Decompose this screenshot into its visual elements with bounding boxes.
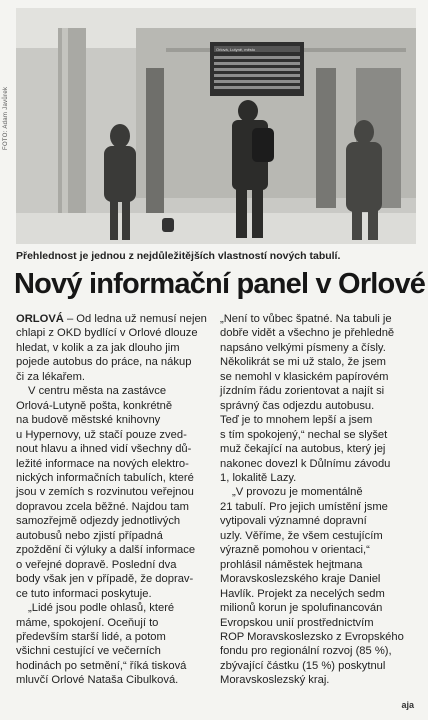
text-line: ORLOVÁ – Od ledna už nemusí nejen xyxy=(16,313,207,325)
paragraph xyxy=(220,312,410,485)
text-line: u Hypernovy, už stačí pouze zved- xyxy=(16,428,187,441)
text-line: „Není to vůbec špatné. Na tabuli je xyxy=(220,313,392,325)
text-line: 1, lokalitě Lazy. xyxy=(220,471,297,484)
text-line: Teď je to mnohem lepší a jsem xyxy=(220,414,373,427)
text-line: či za lékařem. xyxy=(16,370,86,383)
text-line: dopravou zcela běžné. Najdou tam xyxy=(16,500,189,513)
text-line: V centru města na zastávce xyxy=(28,385,167,398)
text-line: správný čas odjezdu autobusu. xyxy=(220,399,375,412)
text-line: milionů korun je spolufinancován xyxy=(220,602,383,615)
text-line: samozřejmě odjezdy jednotlivých xyxy=(16,515,181,528)
text-line: nických informačních tabulích, které xyxy=(16,471,194,484)
text-line: Moravskoslezský kraj. xyxy=(220,674,330,687)
text-line: máme, spokojení. Oceňují to xyxy=(16,616,159,629)
author-signature: aja xyxy=(401,700,414,710)
text-line: především starší lidé, a potom xyxy=(16,630,166,643)
article-headline: Nový informační panel v Orlové xyxy=(14,268,426,300)
paragraph xyxy=(220,485,410,687)
text-line: vytipovali významné dopravní xyxy=(220,515,367,528)
text-line: „Lidé jsou podle ohlasů, které xyxy=(28,602,175,615)
dateline: ORLOVÁ xyxy=(16,313,64,325)
text-line: jsou v zemích s rozvinutou veřejnou xyxy=(16,486,194,499)
text-line: ce tuto informaci poskytuje. xyxy=(16,587,152,600)
text-line: se nemohl v klasickém papírovém xyxy=(220,370,389,383)
photo-credit: FOTO: Adam Javůrek xyxy=(3,86,9,150)
text-line: body však jen v případě, že doprav- xyxy=(16,573,194,586)
paragraph xyxy=(16,384,206,601)
text-line: všichni cestující ve večerních xyxy=(16,645,161,658)
text-line: pojede autobus do práce, na nákup xyxy=(16,356,192,369)
text-line: uzly. Věříme, že všem cestujícím xyxy=(220,529,383,542)
paragraph xyxy=(16,312,206,384)
text-line: ležité informace na nových elektro- xyxy=(16,457,189,470)
text-line: Evropskou unií prostřednictvím xyxy=(220,616,374,629)
text-line: chlapi z OKD bydlící v Orlové dlouze xyxy=(16,327,198,340)
text-line: 21 tabulí. Pro jejich umístění jsme xyxy=(220,500,388,513)
text-line: „V provozu je momentálně xyxy=(232,486,363,499)
text-line: na budově městské knihovny xyxy=(16,414,161,427)
text-line: Havlík. Projekt za necelých sedm xyxy=(220,587,385,600)
text-line: autobusů nebo zjistí případná xyxy=(16,529,163,542)
paragraph xyxy=(16,601,206,688)
photo-caption: Přehlednost je jednou z nejdůležitějších vlastností nových tabulí. xyxy=(16,250,341,262)
text-line: dobře vidět a všechno je přehledně xyxy=(220,327,395,340)
text-line: hledat, v kolik a za jak dlouho jim xyxy=(16,341,180,354)
text-line: hodinách po setmění,“ říká tisková xyxy=(16,659,187,672)
text-line: fondu pro regionální rozvoj (85 %), xyxy=(220,645,392,658)
text-line: Moravskoslezského kraje Daniel xyxy=(220,573,381,586)
text-line: zpoždění či výluky a další informace xyxy=(16,544,196,557)
article-column-left xyxy=(16,312,206,688)
article-column-right xyxy=(220,312,410,688)
article-photo xyxy=(16,8,416,244)
text-line: muž čekající na autobus, který jej xyxy=(220,443,386,456)
text-line: s tím spokojený,“ nechal se slyšet xyxy=(220,428,388,441)
text-line: nakonec dovezl k Důlnímu závodu xyxy=(220,457,391,470)
text-line: Orlová-Lutyně pošta, konkrétně xyxy=(16,399,173,412)
text-line: nout hlavu a ihned vidí všechny dů- xyxy=(16,443,192,456)
text-line: výrazně pomohou v orientaci,“ xyxy=(220,544,370,557)
text-line: o veřejné dopravě. Poslední dva xyxy=(16,558,177,571)
text-line: zbývající částku (15 %) poskytnul xyxy=(220,659,386,672)
text-line: ROP Moravskoslezsko z Evropského xyxy=(220,630,404,643)
text-line: mluvčí Orlové Nataša Cibulková. xyxy=(16,674,179,687)
text-line: jízdním řádu zorientovat a najít si xyxy=(220,385,385,398)
text-line: napsáno velkými písmeny a čísly. xyxy=(220,341,386,354)
bus-stop-scene-image xyxy=(16,8,416,244)
board-header: Orlová, Lutyně, město xyxy=(216,47,256,52)
text-line: Několikrát se mi už stalo, že jsem xyxy=(220,356,386,369)
text-line: prohlásil náměstek hejtmana xyxy=(220,558,363,571)
